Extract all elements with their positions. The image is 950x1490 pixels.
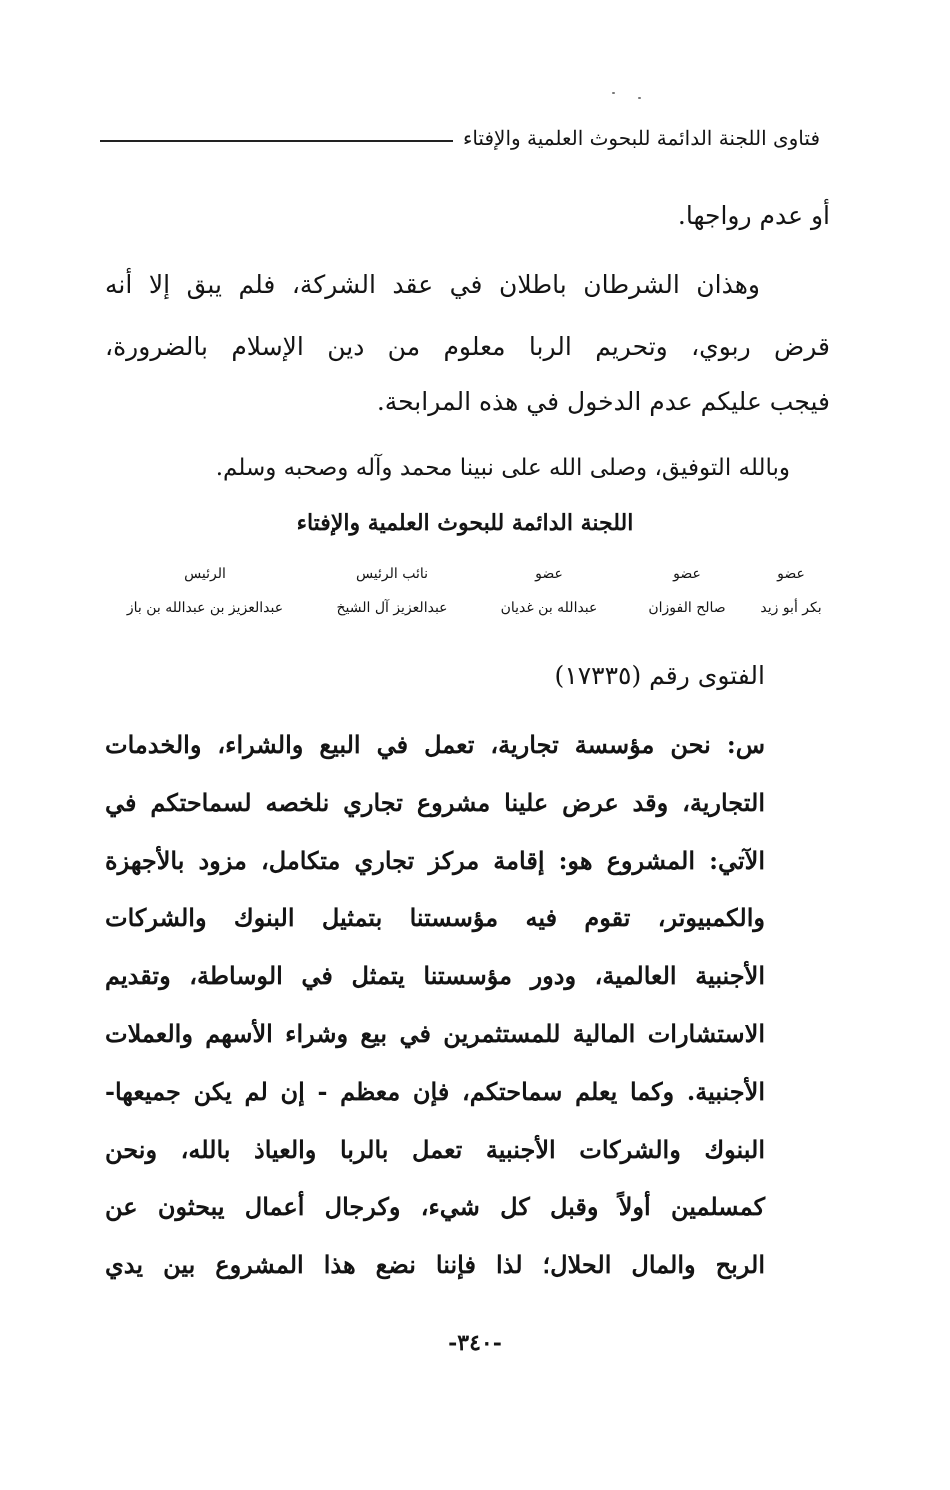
signatory-role: عضو xyxy=(535,566,563,582)
question-line: س: نحن مؤسسة تجارية، تعمل في البيع والشراء، والخدمات xyxy=(105,730,765,759)
signatory-name: بكر أبو زيد xyxy=(760,600,822,616)
body-line: وهذان الشرطان باطلان في عقد الشركة، فلم يبق إلا أنه xyxy=(105,270,760,299)
running-header xyxy=(100,118,820,158)
running-header-title: فتاوى اللجنة الدائمة للبحوث العلمية والإفتاء xyxy=(462,126,820,150)
signatory-name: صالح الفوزان xyxy=(648,600,726,616)
answer-continuation xyxy=(105,186,830,246)
question-line: الآتي: المشروع هو: إقامة مركز تجاري متكامل، مزود بالأجهزة xyxy=(105,845,765,875)
signatory-role: عضو xyxy=(673,566,701,582)
question-line: الأجنبية. وكما يعلم سماحتكم، فإن معظم - إن لم يكن جميعها- xyxy=(105,1076,765,1106)
closing-formula: وبالله التوفيق، وصلى الله على نبينا محمد وآله وصحبه وسلم. xyxy=(215,455,790,481)
header-rule xyxy=(100,140,453,142)
signature-names xyxy=(100,600,832,616)
signatory-role: نائب الرئيس xyxy=(355,566,429,582)
body-line: قرض ربوي، وتحريم الربا معلوم من دين الإسلام بالضرورة، xyxy=(105,332,830,361)
body-line: فيجب عليكم عدم الدخول في هذه المرابحة. xyxy=(376,387,830,416)
scan-speck xyxy=(638,97,641,99)
answer-paragraph xyxy=(105,255,760,315)
question-line: كمسلمين أولاً وقبل كل شيء، وكرجال أعمال يبحثون عن xyxy=(105,1192,765,1222)
signatory-name: عبدالله بن غديان xyxy=(500,600,598,616)
signatory-name: عبدالعزيز بن عبدالله بن باز xyxy=(126,600,284,616)
committee-title: اللجنة الدائمة للبحوث العلمية والإفتاء xyxy=(296,510,634,536)
scan-speck xyxy=(612,92,615,94)
signature-roles xyxy=(100,566,832,582)
signatory-name: عبدالعزيز آل الشيخ xyxy=(336,600,448,616)
question-line: البنوك والشركات الأجنبية تعمل بالربا والعياذ بالله، ونحن xyxy=(105,1134,765,1164)
answer-paragraph-cont xyxy=(105,317,830,432)
body-line: أو عدم رواجها. xyxy=(677,201,830,230)
page-number: -٣٤٠- xyxy=(448,1330,502,1356)
signatory-role: عضو xyxy=(777,566,805,582)
question-line: الأجنبية العالمية، ودور مؤسستنا يتمثل في الوساطة، وتقديم xyxy=(105,961,765,991)
question-line: والكمبيوتر، تقوم فيه مؤسستنا بتمثيل البنوك والشركات xyxy=(105,903,765,933)
question-text xyxy=(105,716,765,1294)
signatory-role: الرئيس xyxy=(184,566,226,582)
question-line: الاستشارات المالية للمستثمرين في بيع وشراء الأسهم والعملات xyxy=(105,1018,765,1048)
question-line: التجارية، وقد عرض علينا مشروع تجاري نلخصه لسماحتكم في xyxy=(105,787,765,817)
fatwa-number: الفتوى رقم (١٧٣٣٥) xyxy=(554,661,765,690)
question-line: الربح والمال الحلال؛ لذا فإننا نضع هذا المشروع بين يدي xyxy=(105,1250,765,1280)
